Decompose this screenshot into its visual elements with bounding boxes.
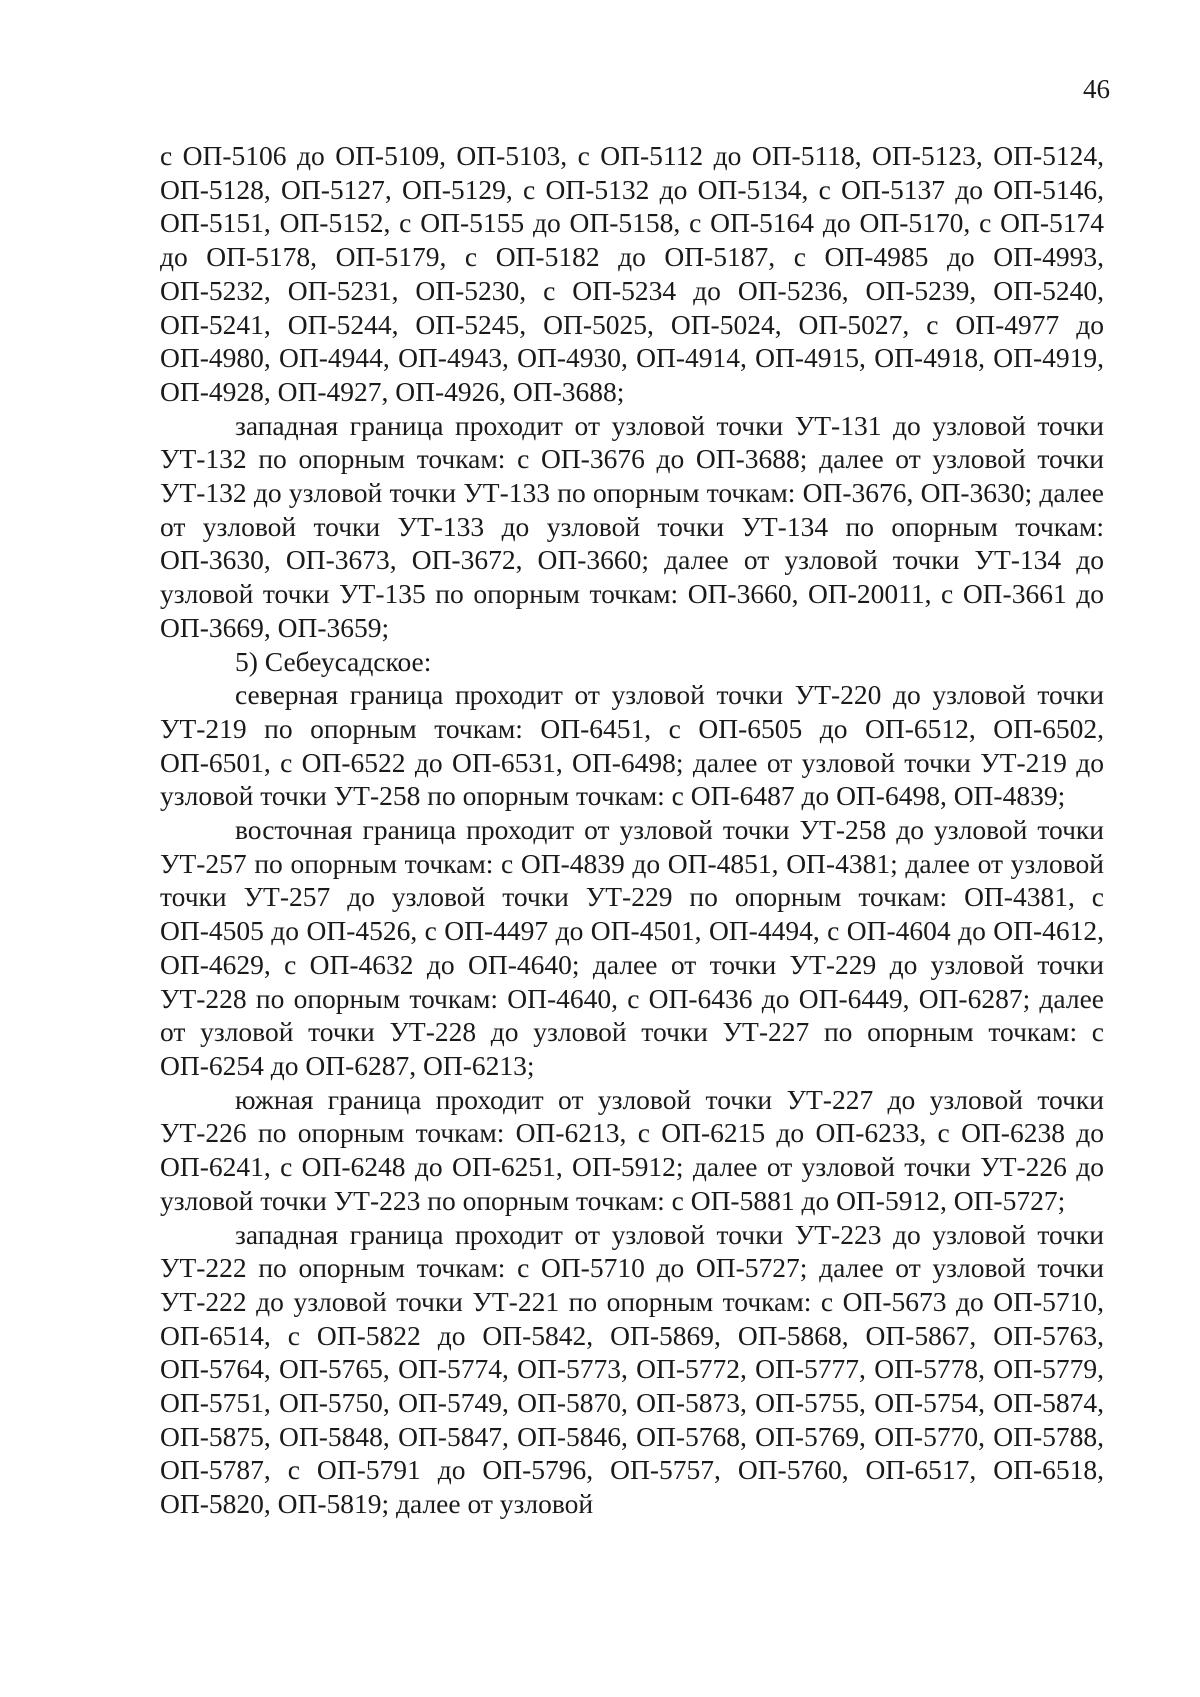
paragraph-opening-list: с ОП-5106 до ОП-5109, ОП-5103, с ОП-5112 до ОП-5118, ОП-5123, ОП-5124, ОП-5128, ОП-5127, ОП-5129, с ОП-5132 до ОП-5134, с ОП-5137 до ОП-5146, ОП-5151, ОП-5152, с ОП-5155 до ОП-5158, с ОП-5164 до ОП-5170, с ОП-5174 до ОП-5178, ОП-5179, с ОП-5182 до ОП-5187, с ОП-4985 до ОП-4993, ОП-5232, ОП-5231, ОП-5230, с ОП-5234 до ОП-5236, ОП-5239, ОП-5240, ОП-5241, ОП-5244, ОП-5245, ОП-5025, ОП-5024, ОП-5027, с ОП-4977 до ОП-4980, ОП-4944, ОП-4943, ОП-4930, ОП-4914, ОП-4915, ОП-4918, ОП-4919, ОП-4928, ОП-4927, ОП-4926, ОП-3688; bbox=[160, 140, 1104, 407]
paragraph-eastern-border: восточная граница проходит от узловой точки УТ-258 до узловой точки УТ-257 по опорным точкам: с ОП-4839 до ОП-4851, ОП-4381; далее от узловой точки УТ-257 до узловой точки УТ-229 по опорным точкам: ОП-4381, с ОП-4505 до ОП-4526, с ОП-4497 до ОП-4501, ОП-4494, с ОП-4604 до ОП-4612, ОП-4629, с ОП-4632 до ОП-4640; далее от точки УТ-229 до узловой точки УТ-228 по опорным точкам: ОП-4640, с ОП-6436 до ОП-6449, ОП-6287; далее от узловой точки УТ-228 до узловой точки УТ-227 по опорным точкам: с ОП-6254 до ОП-6287, ОП-6213; bbox=[160, 814, 1104, 1081]
paragraph-western-border: западная граница проходит от узловой точки УТ-131 до узловой точки УТ-132 по опорным точкам: с ОП-3676 до ОП-3688; далее от узловой точки УТ-132 до узловой точки УТ-133 по опорным точкам: ОП-3676, ОП-3630; далее от узловой точки УТ-133 до узловой точки УТ-134 по опорным точкам: ОП-3630, ОП-3673, ОП-3672, ОП-3660; далее от узловой точки УТ-134 до узловой точки УТ-135 по опорным точкам: ОП-3660, ОП-20011, с ОП-3661 до ОП-3669, ОП-3659; bbox=[160, 409, 1104, 643]
page-number: 46 bbox=[1083, 74, 1110, 104]
section-heading-sebeusadskoe: 5) Себеусадское: bbox=[235, 645, 432, 677]
paragraph-southern-border: южная граница проходит от узловой точки УТ-227 до узловой точки УТ-226 по опорным точкам: ОП-6213, с ОП-6215 до ОП-6233, с ОП-6238 до ОП-6241, с ОП-6248 до ОП-6251, ОП-5912; далее от узловой точки УТ-226 до узловой точки УТ-223 по опорным точкам: с ОП-5881 до ОП-5912, ОП-5727; bbox=[160, 1083, 1104, 1216]
paragraph-northern-border: северная граница проходит от узловой точки УТ-220 до узловой точки УТ-219 по опорным точкам: ОП-6451, с ОП-6505 до ОП-6512, ОП-6502, ОП-6501, с ОП-6522 до ОП-6531, ОП-6498; далее от узловой точки УТ-219 до узловой точки УТ-258 по опорным точкам: с ОП-6487 до ОП-6498, ОП-4839; bbox=[160, 679, 1104, 812]
document-body bbox=[160, 139, 1104, 1521]
paragraph-western-border-2: западная граница проходит от узловой точки УТ-223 до узловой точки УТ-222 по опорным точкам: с ОП-5710 до ОП-5727; далее от узловой точки УТ-222 до узловой точки УТ-221 по опорным точкам: с ОП-5673 до ОП-5710, ОП-6514, с ОП-5822 до ОП-5842, ОП-5869, ОП-5868, ОП-5867, ОП-5763, ОП-5764, ОП-5765, ОП-5774, ОП-5773, ОП-5772, ОП-5777, ОП-5778, ОП-5779, ОП-5751, ОП-5750, ОП-5749, ОП-5870, ОП-5873, ОП-5755, ОП-5754, ОП-5874, ОП-5875, ОП-5848, ОП-5847, ОП-5846, ОП-5768, ОП-5769, ОП-5770, ОП-5788, ОП-5787, с ОП-5791 до ОП-5796, ОП-5757, ОП-5760, ОП-6517, ОП-6518, ОП-5820, ОП-5819; далее от узловой bbox=[160, 1218, 1104, 1520]
